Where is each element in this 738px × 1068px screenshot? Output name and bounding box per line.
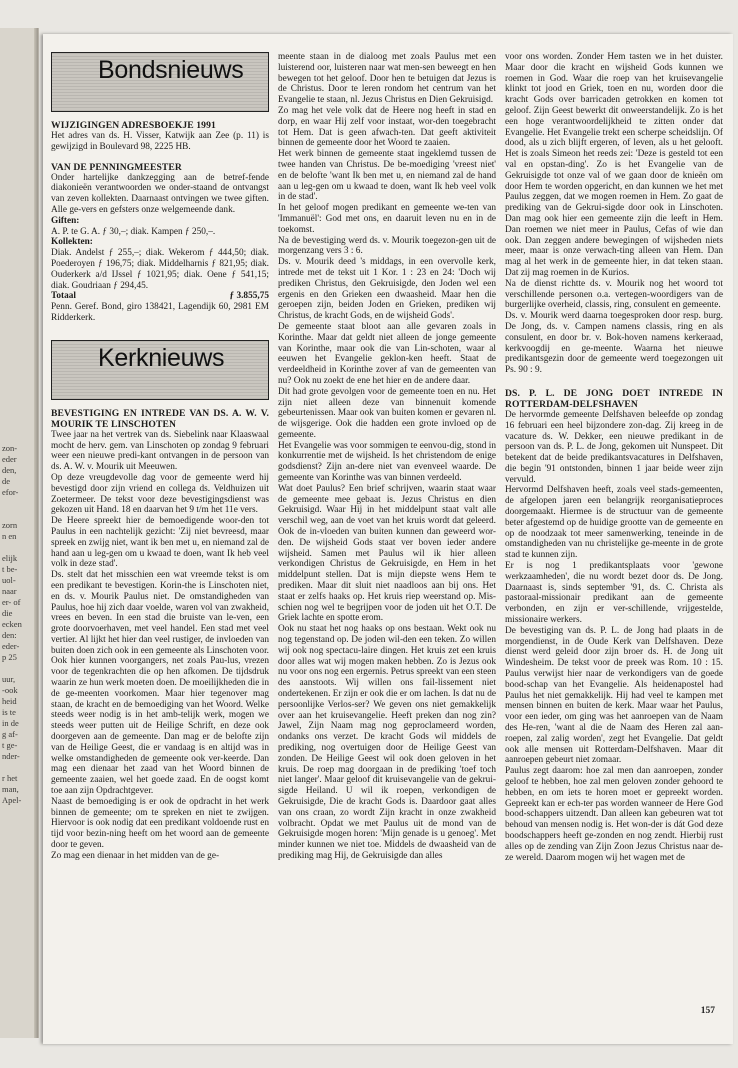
previous-page-fragment: eder [2, 454, 17, 464]
paragraph: meente staan in de dialoog met zoals Paulus met een luisterend oor, luisteren naar wat men-sen beweegt en hen bewegen tot het geloof. Door hen te betuigen dat Jezus is de Christus. Door te leren rondom het centrum van het Evangelie te staan, nl. Jezus Christus en Dien Gekruisigd. [278, 52, 496, 106]
previous-page-fragment: naar [2, 586, 17, 596]
giften-label: Giften: [51, 215, 80, 226]
paragraph: Ds. stelt dat het misschien een wat vreemde tekst is om een predikant te bevestigen. Korin-the is Linschoten niet, en ds. v. Mourik Paulus niet. De omstandigheden van Paulus, hoe hij zich daar voelde, waren vol van zwakheid, vrees en beven. In een stad die bruiste van le-ven, een grote doorvoerhaven, met veel handel. Een stad met veel vertier. Al lijkt het hier dan veel rustiger, de invloeden van buiten doen zich ook in een gemeente als Linschoten voor. Ook hier kunnen voorgangers, net zoals Pau-lus, vrezen voor de tegenkrachten die op hen afkomen. De tijdsdruk waarin ze hun werk moeten doen. De moeilijkheden die in de ge-meenten voorkomen. Maar hier tegenover mag staan, de kracht en de bemoediging van het Woord. Welke steeds weer nodig is in het amb-telijk werk, mogen we steeds weer putten uit de Heilige Schrift, en deze ook doorgeven aan de gemeente. Dan mag er de belofte zijn van de Heilige Geest, die er vandaag is en altijd was in welke omstandigheden de gemeente ook ver-keerde. Dan mag een dienaar het zaad van het Woord binnen de gemeente zaaien, wel het goede zaad. En de oogst komt toe aan zijn Opdrachtgever. [51, 570, 269, 797]
paragraph: Zo mag een dienaar in het midden van de ge- [51, 850, 220, 861]
heading: VAN DE PENNINGMEESTER [51, 161, 182, 173]
previous-page-edge [0, 28, 39, 1038]
paragraph: Hervormd Delfshaven heeft, zoals veel stads-gemeenten, de afgelopen jaren een belangrijk reorganisatieproces doorgemaakt. Hiermee is de structuur van de gemeente beter afgestemd op de huidige grootte van de gemeente en op de noodzaak tot meer samenwerking, teneinde in de omstandigheden van nu christelijke ge-meente in de grote stad te kunnen zijn. [505, 485, 723, 561]
heading: DS. P. L. DE JONG DOET INTREDE IN ROTTERDAM-DELFSHAVEN [505, 387, 723, 410]
paragraph: Er is nog 1 predikantsplaats voor 'gewone werkzaamheden', die nu wordt bezet door ds. De Jong. Daarnaast is, sinds september '91, ds. C. Christa als pastoraal-missionair predikant aan de gemeente verbonden, en zijn er ver-schillende, vrijgestelde, missionaire werkers. [505, 561, 723, 626]
kollekten-list: Diak. Andelst ƒ 255,–; diak. Wekerom ƒ 444,50; diak. Poederoyen ƒ 196,75; diak. Middelharnis ƒ 821,95; diak. Ouderkerk a/d IJssel ƒ 1021,95; diak. Oene ƒ 541,15; diak. Goudriaan ƒ 294,45. [51, 248, 269, 291]
previous-page-fragment: g af- [2, 729, 18, 739]
paragraph: Paulus zegt daarom: hoe zal men dan aanroepen, zonder geloof te hebben, hoe zal men geloven zonder gehoord te hebben, en om iets te horen moet er gepreekt worden. Gepreekt kan er ech-ter pas worden wanneer de Here God bood-schappers uitzendt. Dan alleen kan gebeuren wat tot behoud van mensen nodig is. Het won-der is dát God deze boodschappers heeft ge-zonden en nog zendt. Hierbij rust alles op de zending van Zijn Zoon Jezus Christus naar de-ze wereld. Daarom mogen wij het wagen met de [505, 766, 723, 863]
paragraph: Na de bevestiging werd ds. v. Mourik toegezon-gen uit de morgenzang vers 3 : 6. [278, 235, 496, 257]
paragraph: Op deze vreugdevolle dag voor de gemeente werd hij bevestigd door zijn vriend en collega ds. Veldhuizen uit Zoetermeer. De tekst voor deze bevestigingsdienst was gekozen uit Hand. 18 en daarvan het 9 t/m het 11e vers. [51, 472, 269, 516]
previous-page-fragment: r het [2, 773, 18, 783]
paragraph: De gemeente staat bloot aan alle gevaren zoals in Korinthe. Maar dat geldt niet alleen de jonge gemeente van Korinthe, maar ook die van Lin-schoten, waar al eeuwen het Evangelie geklon-ken heeft. Staat de verdeeldheid in Korinthe zover af van de gemeenten van nu? Ook nu zoekt de ene het hier en de andere daar. [278, 321, 496, 386]
column-1 [51, 52, 269, 862]
previous-page-fragment: t ge- [2, 740, 18, 750]
paragraph: Onder hartelijke dankzegging aan de betref-fende diakonieën verantwoorden we onder-staand de ontvangst van zeven kollekten. Daarnaast ontvingen we twee giften. Alle ge-vers en gefsters onze welgemeende dank. [51, 172, 269, 215]
heading: WIJZIGINGEN ADRESBOEKJE 1991 [51, 120, 216, 131]
paragraph: Ds. v. Mourik werd daarna toegesproken door resp. burg. De Jong, ds. v. Campen namens classis, ring en als consulent, en door br. v. Bok-hoven namens kerkeraad, kerkvoogdij en ge-meente. Waarna het nieuwe predikantsgezin door de gemeente werd toegezongen uit Ps. 90 : 9. [505, 311, 723, 376]
previous-page-fragment: efor- [2, 487, 19, 497]
previous-page-fragment: die [2, 608, 13, 618]
paragraph: Wat doet Paulus? Een brief schrijven, waarin staat waar de gemeente mee gebaat is. Jezus Christus en dien Gekruisigd. Waar Hij in het middelpunt staat valt alle verschil weg, aan de voet van het kruis wordt dat geleerd. Ook de in-vloeden van buiten kunnen dan geweerd wor-den. De wijsheid Gods staat ver boven ieder andere wijsheid. Samen met Paulus wil ik hier alleen verkondigen Christus de Gekruisigde, en Hem in het middelpunt stellen. Dat is mijn diepste wens Hem te prediken. Maar dit sluit niet naadloos aan bij ons. Het staat er zelfs haaks op. Het kruis riep weerstand op. Mis-schien nog wel te begrijpen voor de joden uit het O.T. De Griek lachte en spotte erom. [278, 483, 496, 624]
previous-page-fragment: er- of [2, 597, 21, 607]
kollekten-label: Kollekten: [51, 237, 93, 248]
paragraph: In het geloof mogen predikant en gemeente we-ten van 'Immanuël': God met ons, en daaruit leven nu en in de toekomst. [278, 203, 496, 235]
paragraph: Het adres van ds. H. Visser, Katwijk aan Zee (p. 11) is gewijzigd in Boulevard 98, 2225 HB. [51, 131, 269, 152]
column-3 [505, 52, 723, 863]
kerknieuws-header [51, 340, 269, 400]
previous-page-fragment: zorn [2, 520, 18, 530]
paragraph: De bevestiging van ds. P. L. de Jong had plaats in de morgendienst, in de Oude Kerk van Delfshaven. Deze dienst werd geleid door zijn broer ds. H. de Jong uit Windesheim. De tekst voor de preek was Rom. 10 : 15. Paulus verwijst hier naar de verkondigers van de goede bood-schap van het Evangelie. Als heidenapostel had Paulus het niet gemakkelijk. Hij had veel te kampen met mensen binnen en buiten de kerk. Maar waar het Paulus, voor een ieder, om ging was het aanroepen van de Naam des He-ren, 'want al die de Naam des Heren zal aan-roepen, zal zalig worden', zegt het Evangelie. Dat geldt ook alle mensen uit Rotterdam-Delfshaven. Maar dit aanroepen gebeurt niet zomaar. [505, 625, 723, 766]
previous-page-fragment: den: [2, 630, 17, 640]
bondsnieuws-header [51, 52, 269, 112]
paragraph: Twee jaar na het vertrek van ds. Siebelink naar Klaaswaal mocht de herv. gem. van Linschoten op zondag 9 februari weer een nieuwe predi-kant ontvangen in de persoon van ds. A. W. v. Mourik uit Meeuwen. [51, 429, 269, 473]
previous-page-fragment: Apel- [2, 795, 22, 805]
previous-page-fragment: eder- [2, 641, 20, 651]
paragraph: De hervormde gemeente Delfshaven beleefde op zondag 16 februari een heel bijzondere zon-dag. Zij kreeg in de vacature ds. W. Dekker, een nieuwe predikant in de persoon van ds. P. L. de Jong, gekomen uit Nunspeet. Dit betekent dat de beide predikantsvacatures in Delfshaven, die begin '91 ontstonden, binnen 1 jaar beide weer zijn vervuld. [505, 409, 723, 485]
paragraph: Naast de bemoediging is er ook de opdracht in het werk binnen de gemeente; om te spreken en niet te zwijgen. Hiervoor is ook nodig dat een predikant voldoende rust en tijd voor bezin-ning heeft om het woord aan de gemeente door te geven. [51, 796, 269, 851]
paragraph: Dit had grote gevolgen voor de gemeente toen en nu. Het zijn niet alleen deze van binnenuit komende gebeurtenissen. Maar ook van buiten komen er gevaren nl. de wijsgerige. Ook die hadden een grote invloed op de gemeente. [278, 386, 496, 440]
previous-page-fragment: heid [2, 696, 17, 706]
page-number: 157 [700, 1006, 715, 1016]
previous-page-fragment: elijk [2, 553, 18, 563]
previous-page-fragment: den, [2, 465, 17, 475]
previous-page-fragment: de [2, 476, 11, 486]
paragraph: Het Evangelie was voor sommigen te eenvou-dig, stond in konkurrentie met de wijsheid. Is het christendom de enige godsdienst? Zijn an-dere niet van evenveel waarde. De gemeente van Korinthe was van binnen verdeeld. [278, 440, 496, 484]
previous-page-fragment: man, [2, 784, 19, 794]
column-2 [278, 52, 496, 862]
paragraph: Ook nu staat het nog haaks op ons bestaan. Wekt ook nu nog tegenstand op. De joden wil-den een teken. Zo willen wij ook nog spectacu-laire dingen. Het kruis zet een kruis door alles wat wij mogen maken hebben. Zo is Jezus ook nu voor ons nog een ergernis. Petrus spreekt van een steen des aanstoots. Wij willen ons fail-lissement niet ondertekenen. Er zijn er ook die er om lachen. Is dat nu de persoonlijke Verlos-ser? We geven ons niet gemakkelijk over aan het kruisevangelie. Heeft preken dan nog zin? Jawel, Zijn Naam mag nog geproclameerd worden, ondanks ons verzet. De kracht Gods wil middels de prediking, nog overtuigen door de Heilige Geest van zonden. De Heilige Geest wil ook doen geloven in het kruis. De roep mag doorgaan in de prediking 'toef toch niet langer'. Maar geloof dit kruisevangelie van de gekrui-sigde Heiland. U wil ik roepen, verkondigen de Gekruisigde, Die de kracht Gods is. Daardoor gaat alles van ons craan, zo wordt Zijn kracht in onze zwakheid volbracht. Opdat we met Paulus uit de mond van de Gekruisigde mogen horen: 'Mijn genade is u genoeg'. Met minder kunnen we niet toe. Middels de dwaasheid van de prediking mag Hij, de Gekruisigde dan alles [278, 624, 496, 861]
totaal-value: ƒ 3.855,75 [229, 291, 269, 302]
previous-page-fragment: uur, [2, 674, 16, 684]
paragraph: voor ons worden. Zonder Hem tasten we in het duister. Maar door die kracht en wijsheid Gods kunnen we roemen in God. Waar die roep van het kruisevangelie klinkt tot jood en Griek, toen en nu, worden door die kracht Gods over barricaden getrokken en komen tot geloof. Zijn Geest bewerkt dit onweerstandelijk. Zo is het een hoge verantwoordelijkheid te zitten onder dat Evangelie. Het Evangelie trekt een scherpe scheidslijn. Of dood, als u zich blijft ergeren, of leven, als u het gelooft. Het is zoals Simeon het reeds zei: 'Deze is gesteld tot een val en opstan-ding'. Zo is het Evangelie van de Gekruisigde tot onze val of we gaan door de knieën om door Hem te worden opgericht, en dan kunnen we het met Paulus zeggen, dat we mogen roemen in Hem. Zo gaat de prediking van de Gekrui-sigde door ook in Linschoten. Dan mag ook hier een gemeente zijn die leeft in Hem. Dan roemen we niet meer in Paulus, Cefas of wie dan ook. Dan zeggen andere bewegingen of wijsheden niets meer, maar is onze verwach-ting alleen van Hem. Dan mag al het werk in de gemeente hier, in dat teken staan. Dat zij mag roemen in de Kurios. [505, 52, 723, 278]
previous-page-fragment: in de [2, 718, 19, 728]
heading: BEVESTIGING EN INTREDE VAN DS. A. W. V. MOURIK TE LINSCHOTEN [51, 407, 269, 430]
previous-page-fragment: n en [2, 531, 17, 541]
magazine-page [43, 34, 733, 1044]
paragraph: Het werk binnen de gemeente staat ingeklemd tussen de twee handen van Christus. De be-moediging 'vreest niet' en de belofte 'want Ik ben met u, en niemand zal de hand aan u leg-gen om u kwaad te doen, want Ik heb veel volk in de stad'. [278, 149, 496, 203]
penningmeester-address: Penn. Geref. Bond, giro 138421, Lagendijk 60, 2981 EM Ridderkerk. [51, 302, 269, 323]
page-fold-shadow [34, 28, 38, 1038]
totaal-label: Totaal [51, 291, 76, 302]
previous-page-fragment: uol- [2, 575, 16, 585]
previous-page-fragment: -ook [2, 685, 18, 695]
previous-page-fragment: is te [2, 707, 16, 717]
totaal-row [51, 291, 269, 302]
previous-page-fragment: t be- [2, 564, 18, 574]
paragraph: Zo mag het vele volk dat de Heere nog heeft in stad en dorp, en waar Hij zelf voor instaat, wor-den toegebracht tot Hem. Dat is geen afwach-ten. Dat geeft aktiviteit binnen de gemeente door het Woord te zaaien. [278, 105, 496, 149]
previous-page-fragment: nder- [2, 751, 20, 761]
previous-page-fragment: zon- [2, 443, 18, 453]
paragraph: Na de dienst richtte ds. v. Mourik nog het woord tot verschillende personen o.a. vertegen-woordigers van de burgerlijke overheid, classis, ring, consulent en gemeente. [505, 278, 723, 311]
section-title: Kerknieuws [98, 343, 225, 372]
previous-page-fragment: ecken [2, 619, 22, 629]
previous-page-fragment: p 25 [2, 652, 17, 662]
paragraph: Ds. v. Mourik deed 's middags, in een overvolle kerk, intrede met de tekst uit 1 Kor. 1 : 23 en 24: 'Doch wij prediken Christus, den Gekruisigde, den Joden wel een ergenis en den Grieken een dwaasheid. Maar hen die geroepen zijn, beiden Joden en Grieken, prediken wij Christus, de kracht Gods, en de wijsheid Gods'. [278, 257, 496, 322]
paragraph: De Heere spreekt hier de bemoedigende woor-den tot Paulus in een nachtelijk gezicht: 'Zij niet bevreesd, maar spreek en zwijg niet, want ik ben met u, en niemand zal de hand aan u leg-gen om u kwaad te doen, want Ik heb veel volk in deze stad'. [51, 516, 269, 570]
giften-list: A. P. te G. A. ƒ 30,–; diak. Kampen ƒ 250,–. [51, 226, 216, 237]
section-title: Bondsnieuws [98, 56, 244, 84]
